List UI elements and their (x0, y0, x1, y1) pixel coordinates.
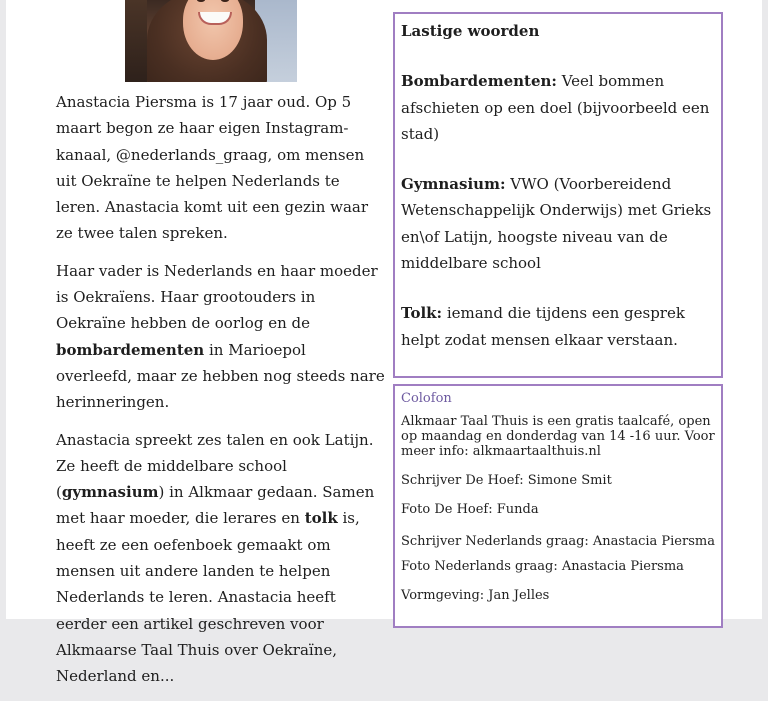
article-paragraph (56, 89, 386, 247)
word-term: Gymnasium: (401, 175, 506, 194)
colofon-intro: Alkmaar Taal Thuis is een gratis taalcafé, open op maandag en donderdag van 14 -16 uur. Voor meer info: alkmaartaalthuis.nl (401, 414, 715, 459)
colofon-credit: Schrijver Nederlands graag: Anastacia Piersma (401, 534, 715, 549)
colofon-credit: Foto Nederlands graag: Anastacia Piersma (401, 559, 684, 574)
word-definition: iemand die tijdens een gesprek helpt zodat mensen elkaar verstaan. (401, 304, 685, 349)
newsletter-page (6, 0, 762, 686)
word-entry (401, 300, 715, 353)
text-run: is, heeft ze een oefenboek gemaakt om mensen uit andere landen te helpen Nederlands te leren. Anastacia heeft eerder een artikel geschreven voor Alkmaarse Taal Thuis over Oekraïne, Nederland en... (56, 509, 360, 686)
difficult-words-title: Lastige woorden (401, 22, 540, 40)
colofon-credit: Vormgeving: Jan Jelles (401, 588, 550, 603)
glossary-term: gymnasium (61, 483, 159, 502)
word-definition: Veel bommen afschieten op een doel (bijvoorbeeld een stad) (401, 72, 710, 143)
colofon-title: Colofon (401, 391, 452, 406)
article-paragraph (56, 258, 386, 416)
photo-background-left (125, 0, 147, 82)
colofon-credit: Foto De Hoef: Funda (401, 502, 539, 517)
text-run: Anastacia Piersma is 17 jaar oud. Op 5 maart begon ze haar eigen Instagram-kanaal, @nederlands_graag, om mensen uit Oekraïne te helpen Nederlands te leren. Anastacia komt uit een gezin waar ze twee talen spreken. (56, 93, 369, 243)
portrait-photo (125, 0, 297, 82)
article-body (56, 89, 386, 701)
colofon-box (393, 384, 723, 628)
word-term: Tolk: (401, 304, 443, 323)
word-entry (401, 68, 715, 147)
text-run: in Marioepol overleefd, maar ze hebben nog steeds nare herinneringen. (56, 340, 385, 412)
text-run: Haar vader is Nederlands en haar moeder is Oekraïens. Haar grootouders in Oekraïne hebben de oorlog en de (56, 261, 378, 333)
word-entry (401, 171, 715, 276)
word-definition: VWO (Voorbereidend Wetenschappelijk Onderwijs) met Grieks en\of Latijn, hoogste niveau van de middelbare school (401, 175, 712, 273)
glossary-term: bombardementen (56, 340, 205, 359)
word-term: Bombardementen: (401, 72, 557, 91)
text-run: ) in Alkmaar gedaan. Samen met haar moeder, die lerares en (56, 483, 375, 528)
difficult-words-box (393, 12, 723, 378)
text-run: Anastacia spreekt zes talen en ook Latijn. Ze heeft de middelbare school ( (56, 430, 374, 502)
article-paragraph (56, 427, 386, 690)
glossary-term: tolk (304, 509, 338, 528)
colofon-credit: Schrijver De Hoef: Simone Smit (401, 473, 612, 488)
